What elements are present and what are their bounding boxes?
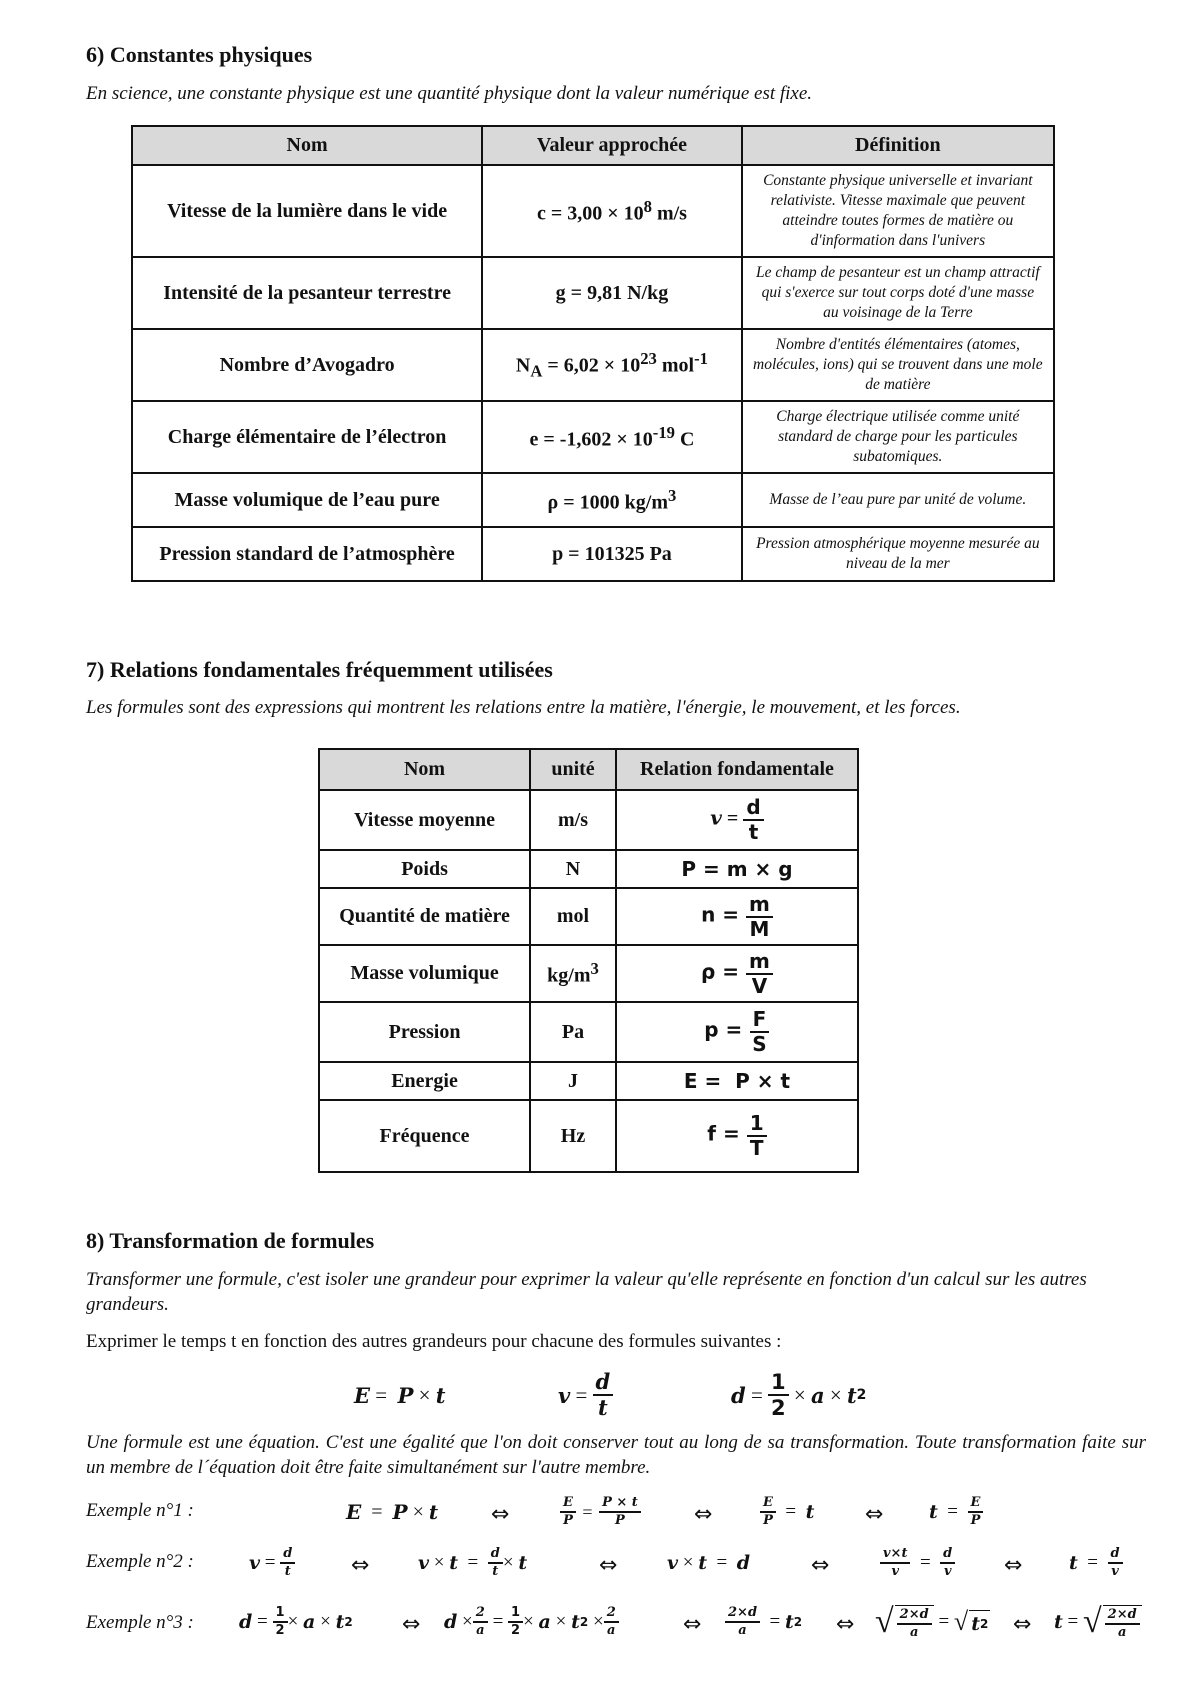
ex3-step3: $\frac{2\times d}{a}$ = t 2 xyxy=(725,1600,802,1644)
constant-row xyxy=(132,473,1054,527)
constant-name: Masse volumique de l’eau pure xyxy=(132,473,482,527)
ex1-step4: t = $\frac{E}{P}$ xyxy=(929,1490,983,1534)
relation-row xyxy=(319,1062,858,1100)
example-3-label: Exemple n°3 : xyxy=(86,1612,194,1633)
relation-formula: p = $\frac{F}{S}$ xyxy=(616,1002,858,1062)
formula-speed: v = $\frac{d}{t}$ xyxy=(558,1369,613,1421)
constant-value: $N_A = 6,02 \times 10^{23}$ mol$^{-1}$ xyxy=(482,329,741,401)
constant-name: Vitesse de la lumière dans le vide xyxy=(132,165,482,257)
constant-name: Pression standard de l’atmosphère xyxy=(132,527,482,581)
relation-unit: $kg/m^3$ xyxy=(530,945,616,1002)
relation-formula: v = $\frac{d}{t}$ xyxy=(616,790,858,850)
equiv-icon: ⇔ xyxy=(1013,1612,1032,1637)
relation-unit: mol xyxy=(530,888,616,945)
example-1-label: Exemple n°1 : xyxy=(86,1500,194,1521)
constant-value: p = 101325 Pa xyxy=(482,527,741,581)
constant-definition: Pression atmosphérique moyenne mesurée au niveau de la mer xyxy=(742,527,1054,581)
header-unite: unité xyxy=(530,749,616,790)
ex1-step1: E = P × t xyxy=(346,1500,439,1524)
header-definition: Définition xyxy=(742,126,1054,165)
relation-unit: Pa xyxy=(530,1002,616,1062)
ex2-step3: v × t = d xyxy=(667,1552,751,1574)
ex3-step4: √ $\frac{2\times d}{a}$ = √ t 2 xyxy=(875,1603,989,1640)
constant-definition: Nombre d'entités élémentaires (atomes, molécules, ions) qui se trouvent dans une mole de matière xyxy=(742,329,1054,401)
ex2-step2: v × t = $\frac{d}{t}$ × t xyxy=(418,1546,528,1579)
equiv-icon: ⇔ xyxy=(865,1502,884,1527)
header-valeur: Valeur approchée xyxy=(482,126,741,165)
constant-row xyxy=(132,527,1054,581)
constant-row xyxy=(132,329,1054,401)
ex2-step1: v = $\frac{d}{t}$ xyxy=(249,1541,295,1585)
relation-row xyxy=(319,945,858,1002)
section-8-task: Exprimer le temps t en fonction des autres grandeurs pour chacune des formules suivantes : xyxy=(86,1331,782,1352)
section-6-intro: En science, une constante physique est une quantité physique dont la valeur numérique est fixe. xyxy=(86,83,813,104)
relation-row xyxy=(319,790,858,850)
equiv-icon: ⇔ xyxy=(836,1612,855,1637)
relation-name: Energie xyxy=(319,1062,530,1100)
ex3-step5: t = √ $\frac{2\times d}{a}$ xyxy=(1054,1596,1142,1648)
constant-name: Nombre d’Avogadro xyxy=(132,329,482,401)
relation-row xyxy=(319,850,858,888)
constant-value: g = 9,81 N/kg xyxy=(482,257,741,329)
relation-unit: N xyxy=(530,850,616,888)
equiv-icon: ⇔ xyxy=(351,1553,370,1578)
relation-formula: n = $\frac{m}{M}$ xyxy=(616,888,858,945)
constants-table xyxy=(131,125,1055,582)
constant-definition: Charge électrique utilisée comme unité standard de charge pour les particules subatomiques. xyxy=(742,401,1054,473)
header-nom: Nom xyxy=(132,126,482,165)
equiv-icon: ⇔ xyxy=(1004,1553,1023,1578)
ex1-step3: $\frac{E}{P}$ = t xyxy=(760,1490,814,1534)
relation-formula: E = P × t xyxy=(616,1062,858,1100)
equiv-icon: ⇔ xyxy=(694,1502,713,1527)
header-nom: Nom xyxy=(319,749,530,790)
relation-name: Vitesse moyenne xyxy=(319,790,530,850)
section-7-title: 7) Relations fondamentales fréquemment utilisées xyxy=(86,657,553,682)
relation-name: Pression xyxy=(319,1002,530,1062)
constant-name: Charge élémentaire de l’électron xyxy=(132,401,482,473)
relation-row xyxy=(319,888,858,945)
constant-definition: Constante physique universelle et invariant relativiste. Vitesse maximale que peuvent atteindre toutes formes de matière ou d'information dans l'univers xyxy=(742,165,1054,257)
formula-distance: d = $\frac{1}{2}$ × a × t 2 xyxy=(731,1369,867,1420)
equiv-icon: ⇔ xyxy=(599,1553,618,1578)
header-relation: Relation fondamentale xyxy=(616,749,858,790)
ex2-step5: t = $\frac{d}{v}$ xyxy=(1069,1541,1123,1585)
equiv-icon: ⇔ xyxy=(402,1612,421,1637)
ex1-step2: $\frac{E}{P}$ = $\frac{P \times t}{P}$ xyxy=(560,1490,641,1534)
constant-value: $e = -1,602 \times 10^{-19}$ C xyxy=(482,401,741,473)
relation-unit: Hz xyxy=(530,1100,616,1172)
relation-unit: J xyxy=(530,1062,616,1100)
ex3-step2: d × $\frac{2}{a}$ = $\frac{1}{2}$ × a × t 2 × $\frac{2}{a}$ xyxy=(444,1600,619,1644)
formula-energy: E = P × t xyxy=(354,1382,446,1408)
constant-row xyxy=(132,257,1054,329)
relation-name: Masse volumique xyxy=(319,945,530,1002)
constant-definition: Masse de l’eau pure par unité de volume. xyxy=(742,473,1054,527)
section-8-note: Une formule est une équation. C'est une égalité que l'on doit conserver tout au long de sa transformation. Toute transformation faite sur un membre de l´équation doit être faite simultanément sur l'autre membre. xyxy=(86,1432,1146,1478)
relation-name: Poids xyxy=(319,850,530,888)
relation-formula: f = $\frac{1}{T}$ xyxy=(616,1100,858,1172)
ex2-step4: $\frac{v\times t}{v}$ = $\frac{d}{v}$ xyxy=(880,1541,955,1585)
relation-formula: ρ = $\frac{m}{V}$ xyxy=(616,945,858,1002)
example-2-label: Exemple n°2 : xyxy=(86,1551,194,1572)
relation-formula: P = m × g xyxy=(616,850,858,888)
relations-table xyxy=(318,748,859,1173)
relation-row xyxy=(319,1100,858,1172)
equiv-icon: ⇔ xyxy=(683,1612,702,1637)
constant-row xyxy=(132,165,1054,257)
constant-name: Intensité de la pesanteur terrestre xyxy=(132,257,482,329)
equiv-icon: ⇔ xyxy=(491,1502,510,1527)
constant-value: $c = 3,00 \times 10^8$ m/s xyxy=(482,165,741,257)
section-8-title: 8) Transformation de formules xyxy=(86,1228,375,1253)
equiv-icon: ⇔ xyxy=(811,1553,830,1578)
ex3-step1: d = $\frac{1}{2}$ × a × t 2 xyxy=(239,1605,353,1638)
relation-unit: m/s xyxy=(530,790,616,850)
relation-name: Quantité de matière xyxy=(319,888,530,945)
relation-name: Fréquence xyxy=(319,1100,530,1172)
constant-value: ρ = 1000 $kg/m^3$ xyxy=(482,473,741,527)
section-8-intro: Transformer une formule, c'est isoler une grandeur pour exprimer la valeur qu'elle représente en fonction d'un calcul sur les autres grandeurs. xyxy=(86,1269,1087,1315)
constant-row xyxy=(132,401,1054,473)
relation-row xyxy=(319,1002,858,1062)
section-7-intro: Les formules sont des expressions qui montrent les relations entre la matière, l'énergie, le mouvement, et les forces. xyxy=(86,697,961,718)
section-6-title: 6) Constantes physiques xyxy=(86,42,313,67)
constant-definition: Le champ de pesanteur est un champ attractif qui s'exerce sur tout corps doté d'une masse au voisinage de la Terre xyxy=(742,257,1054,329)
